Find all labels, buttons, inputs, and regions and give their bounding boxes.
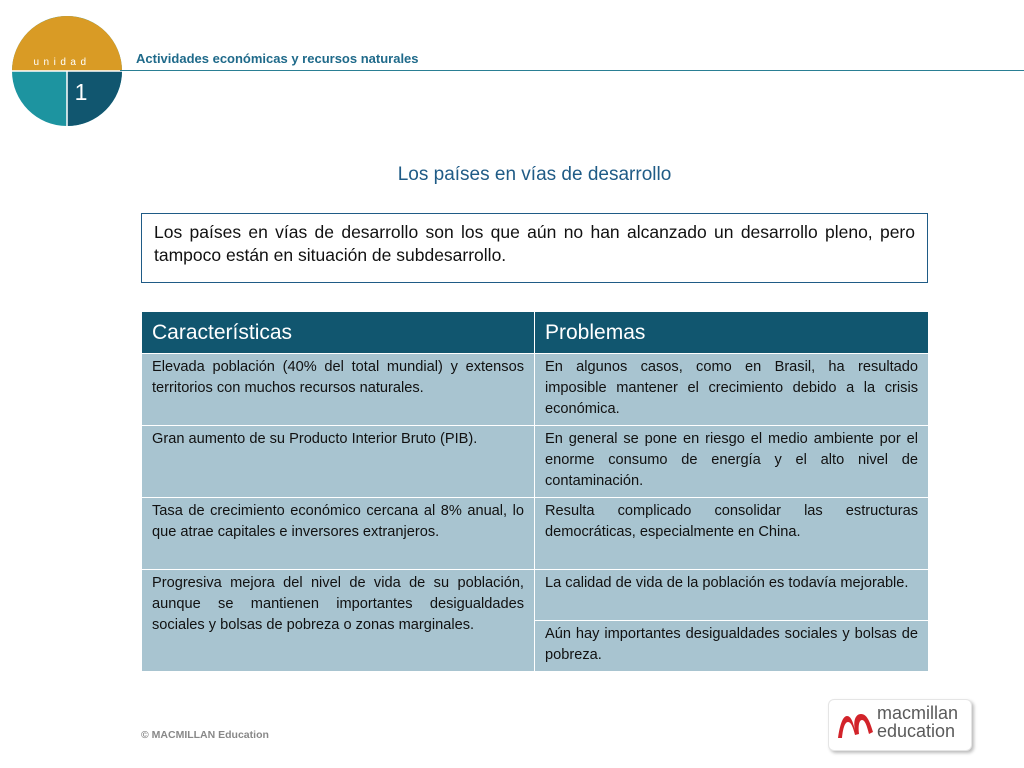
table-row (142, 498, 929, 570)
characteristic-cell: Gran aumento de su Producto Interior Bruto (PIB). (142, 426, 535, 498)
slide-title: Los países en vías de desarrollo (397, 164, 672, 185)
macmillan-logo (828, 699, 972, 751)
table-row (142, 426, 929, 498)
problem-cell: En general se pone en riesgo el medio ambiente por el enorme consumo de energía y el alto nivel de contaminación. (535, 426, 929, 498)
table-row (142, 354, 929, 426)
header-problems: Problemas (535, 312, 929, 354)
logo-text (877, 704, 958, 740)
characteristic-cell: Tasa de crecimiento económico cercana al 8% anual, lo que atrae capitales e inversores extranjeros. (142, 498, 535, 570)
characteristic-cell: Elevada población (40% del total mundial) y extensos territorios con muchos recursos naturales. (142, 354, 535, 426)
unit-number: 1 (74, 79, 88, 105)
logo-line-2: education (877, 721, 956, 741)
header-divider (120, 70, 1024, 71)
section-title: Actividades económicas y recursos naturales (136, 51, 419, 66)
table-header-row (142, 312, 929, 354)
table-row (142, 570, 929, 621)
problem-cell: Resulta complicado consolidar las estructuras democráticas, especialmente en China. (535, 498, 929, 570)
copyright: © MACMILLAN Education (141, 729, 269, 741)
unit-label: unidad (33, 57, 91, 68)
header-characteristics: Características (142, 312, 535, 354)
problem-cell: La calidad de vida de la población es todavía mejorable. (535, 570, 929, 621)
definition-text: Los países en vías de desarrollo son los que aún no han alcanzado un desarrollo pleno, pero tampoco están en situación de subdesarrollo. (154, 222, 915, 265)
problem-cell: Aún hay importantes desigualdades sociales y bolsas de pobreza. (535, 621, 929, 672)
macmillan-logo-icon (837, 710, 875, 740)
problem-cell: En algunos casos, como en Brasil, ha resultado imposible mantener el crecimiento debido a la crisis económica. (535, 354, 929, 426)
logo-line-1: macmillan (877, 703, 959, 723)
definition-box (141, 213, 928, 283)
comparison-table (141, 311, 929, 672)
unit-badge (12, 16, 122, 126)
characteristic-cell: Progresiva mejora del nivel de vida de su población, aunque se mantienen importantes desigualdades sociales y bolsas de pobreza o zonas marginales. (142, 570, 535, 672)
